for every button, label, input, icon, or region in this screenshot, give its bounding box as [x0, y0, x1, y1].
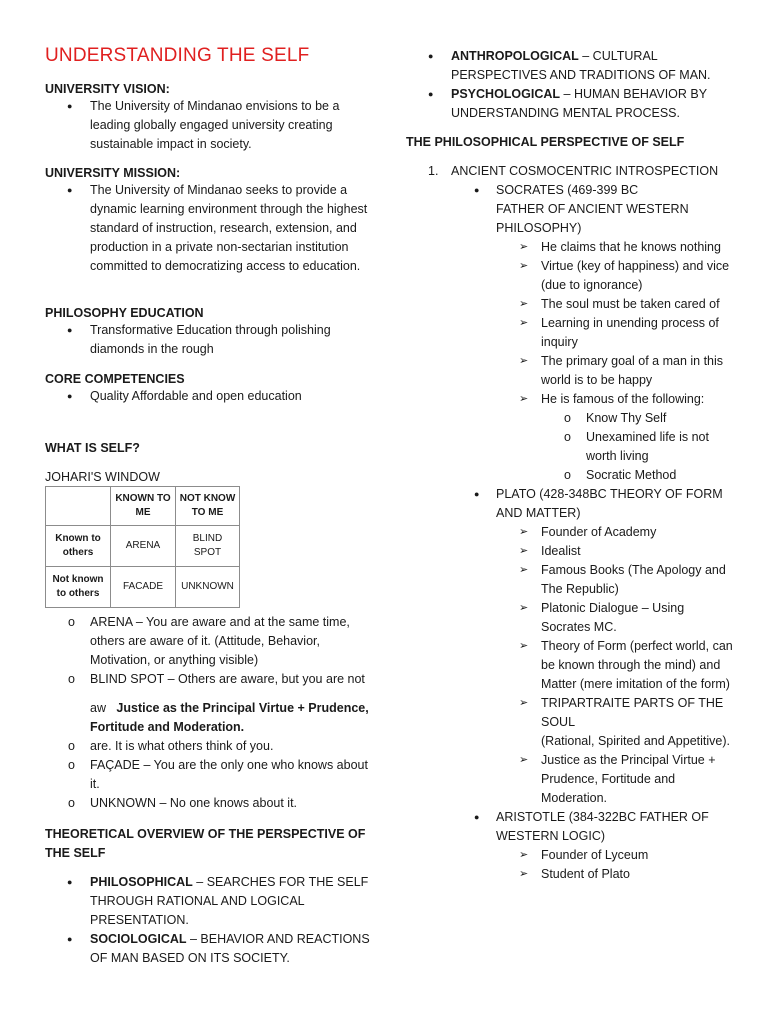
list-item: ● ANTHROPOLOGICAL – CULTURAL PERSPECTIVES AND TRADITIONS OF MAN. — [406, 47, 731, 85]
page-title: UNDERSTANDING THE SELF — [45, 45, 310, 66]
vision-heading: UNIVERSITY VISION: — [45, 82, 170, 96]
list-item: o Socratic Method — [406, 466, 736, 485]
list-item: o UNKNOWN – No one knows about it. — [45, 794, 370, 813]
competencies-text: ● Quality Affordable and open education — [45, 387, 370, 406]
johari-label: JOHARI'S WINDOW — [45, 470, 160, 484]
list-item: ● PSYCHOLOGICAL – HUMAN BEHAVIOR BY UNDERSTANDING MENTAL PROCESS. — [406, 85, 731, 123]
list-item: ● PHILOSOPHICAL – SEARCHES FOR THE SELF THROUGH RATIONAL AND LOGICAL PRESENTATION. — [45, 873, 370, 930]
theoretical-list-continued — [406, 47, 731, 123]
row-not-known-to-others: Not known to others — [46, 567, 111, 608]
list-item: o Know Thy Self — [406, 409, 736, 428]
cell-blind-spot: BLIND SPOT — [176, 526, 240, 567]
mission-heading: UNIVERSITY MISSION: — [45, 166, 181, 180]
list-item: aw Justice as the Principal Virtue + Prudence, Fortitude and Moderation. — [90, 701, 369, 734]
aristotle-item: ● ARISTOTLE (384-322BC FATHER OF WESTERN LOGIC) — [406, 808, 736, 846]
list-item: ➢ He claims that he knows nothing — [406, 238, 736, 257]
cell-facade: FACADE — [111, 567, 176, 608]
list-item: 1. ANCIENT COSMOCENTRIC INTROSPECTION — [428, 164, 719, 178]
philosophy-heading: PHILOSOPHY EDUCATION — [45, 306, 204, 320]
list-item: ➢ Founder of Academy — [406, 523, 736, 542]
johari-window-table — [45, 486, 240, 608]
competencies-heading: CORE COMPETENCIES — [45, 372, 185, 386]
list-item: ➢ Famous Books (The Apology and The Republic) — [406, 561, 736, 599]
list-item: ➢ The primary goal of a man in this world is to be happy — [406, 352, 736, 390]
list-item: ➢ Justice as the Principal Virtue + Prudence, Fortitude and Moderation. — [406, 751, 736, 808]
list-item: ➢ Student of Plato — [406, 865, 736, 884]
list-item: o FAÇADE – You are the only one who knows about it. — [45, 756, 370, 794]
list-item: ➢ TRIPARTRAITE PARTS OF THE SOUL (Rational, Spirited and Appetitive). — [406, 694, 736, 751]
list-item: o BLIND SPOT – Others are aware, but you are not — [45, 670, 370, 689]
philosophical-outline — [406, 162, 736, 884]
cell-unknown: UNKNOWN — [176, 567, 240, 608]
list-item: o Unexamined life is not worth living — [406, 428, 736, 466]
what-is-self-heading: WHAT IS SELF? — [45, 441, 140, 455]
header-not-known-to-me: NOT KNOW TO ME — [176, 487, 240, 526]
list-item: ➢ The soul must be taken cared of — [406, 295, 736, 314]
header-known-to-me: KNOWN TO ME — [111, 487, 176, 526]
list-item: ● SOCIOLOGICAL – BEHAVIOR AND REACTIONS OF MAN BASED ON ITS SOCIETY. — [45, 930, 370, 968]
socrates-item: ● SOCRATES (469-399 BC FATHER OF ANCIENT WESTERN PHILOSOPHY) — [406, 181, 736, 238]
list-item: ➢ Learning in unending process of inquiry — [406, 314, 736, 352]
theoretical-heading: THEORETICAL OVERVIEW OF THE PERSPECTIVE OF THE SELF — [45, 827, 366, 860]
list-item: ➢ Idealist — [406, 542, 736, 561]
philosophical-heading: THE PHILOSOPHICAL PERSPECTIVE OF SELF — [406, 135, 685, 149]
list-item: ➢ Platonic Dialogue – Using Socrates MC. — [406, 599, 736, 637]
philosophy-text: ● Transformative Education through polishing diamonds in the rough — [45, 321, 370, 359]
list-item: o are. It is what others think of you. — [45, 737, 370, 756]
list-item: ➢ Virtue (key of happiness) and vice (due to ignorance) — [406, 257, 736, 295]
list-item: o ARENA – You are aware and at the same time, others are aware of it. (Attitude, Behavior, Motivation, or anything visible) — [45, 613, 370, 670]
theoretical-list — [45, 873, 370, 968]
plato-item: ● PLATO (428-348BC THEORY OF FORM AND MATTER) — [406, 485, 736, 523]
row-known-to-others: Known to others — [46, 526, 111, 567]
list-item: ➢ Founder of Lyceum — [406, 846, 736, 865]
list-item: ➢ Theory of Form (perfect world, can be known through the mind) and Matter (mere imitation of the form) — [406, 637, 736, 694]
mission-text: ● The University of Mindanao seeks to provide a dynamic learning environment through the highest standard of instruction, research, extension, and production in a private non-sectarian institution committed to democratizing access to education. — [45, 181, 370, 276]
johari-list — [45, 613, 370, 813]
vision-text: ● The University of Mindanao envisions to be a leading globally engaged university creating sustainable impact in society. — [45, 97, 370, 154]
cell-arena: ARENA — [111, 526, 176, 567]
list-item: ➢ He is famous of the following: — [406, 390, 736, 409]
